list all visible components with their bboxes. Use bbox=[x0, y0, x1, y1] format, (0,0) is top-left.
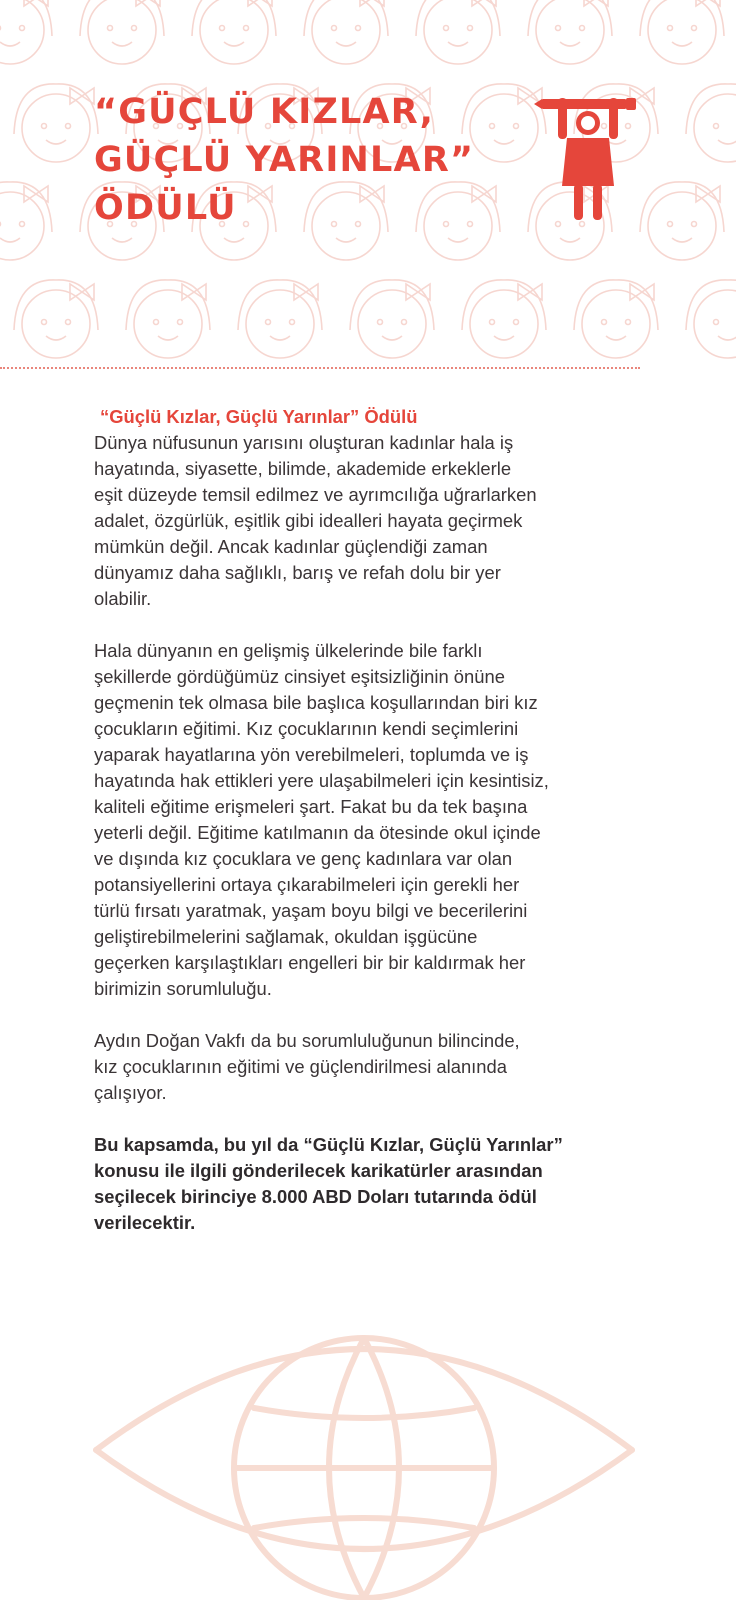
doodle-eye bbox=[626, 320, 631, 325]
doodle-eye bbox=[356, 26, 361, 31]
text-line: potansiyellerini ortaya çıkarabilmeleri için gerekli her bbox=[94, 874, 520, 895]
doodle-face bbox=[312, 0, 380, 64]
doodle-eye bbox=[266, 320, 271, 325]
doodle-eye bbox=[178, 320, 183, 325]
page-title bbox=[94, 88, 514, 232]
text-line: türlü fırsatı yaratmak, yaşam boyu bilgi ve becerilerini bbox=[94, 900, 528, 921]
doodle-smile bbox=[0, 42, 20, 46]
title-line: “GÜÇLÜ KIZLAR, bbox=[94, 92, 435, 132]
doodle-smile bbox=[718, 336, 736, 340]
doodle-hair bbox=[80, 0, 164, 36]
doodle-eye bbox=[42, 124, 47, 129]
doodle-smile bbox=[224, 42, 244, 46]
doodle-eye bbox=[154, 320, 159, 325]
doodle-smile bbox=[112, 42, 132, 46]
text-line: Aydın Doğan Vakfı da bu sorumluluğunun bilincinde, bbox=[94, 1030, 520, 1051]
doodle-eye bbox=[692, 222, 697, 227]
doodle-smile bbox=[560, 42, 580, 46]
doodle-smile bbox=[560, 238, 580, 242]
doodle-eye bbox=[490, 320, 495, 325]
text-line: Bu kapsamda, bu yıl da “Güçlü Kızlar, Güçlü Yarınlar” bbox=[94, 1134, 563, 1155]
doodle-eye bbox=[668, 26, 673, 31]
doodle-eye bbox=[602, 320, 607, 325]
doodle-smile bbox=[672, 42, 692, 46]
doodle-face bbox=[134, 290, 202, 358]
doodle-eye bbox=[220, 26, 225, 31]
doodle-smile bbox=[672, 238, 692, 242]
eye-globe-icon bbox=[84, 1318, 644, 1600]
text-line: seçilecek birinciye 8.000 ABD Doları tutarında ödül bbox=[94, 1186, 537, 1207]
doodle-hair bbox=[640, 0, 724, 36]
doodle-smile bbox=[0, 238, 20, 242]
dotted-divider bbox=[0, 367, 640, 369]
doodle-smile bbox=[158, 336, 178, 340]
doodle-eye bbox=[514, 320, 519, 325]
doodle-face bbox=[22, 290, 90, 358]
doodle-hair bbox=[416, 0, 500, 36]
doodle-smile bbox=[382, 336, 402, 340]
doodle-eye bbox=[668, 222, 673, 227]
text-line: verilecektir. bbox=[94, 1212, 196, 1233]
article-body bbox=[94, 404, 654, 1236]
doodle-face bbox=[582, 290, 650, 358]
text-line: çocukların eğitimi. Kız çocuklarının kendi seçimlerini bbox=[94, 718, 519, 739]
doodle-smile bbox=[224, 238, 244, 242]
doodle-eye bbox=[692, 26, 697, 31]
paragraph-award-announcement bbox=[94, 1132, 654, 1236]
doodle-smile bbox=[448, 42, 468, 46]
doodle-hair bbox=[14, 84, 98, 134]
doodle-smile bbox=[336, 238, 356, 242]
section-subtitle: “Güçlü Kızlar, Güçlü Yarınlar” Ödülü bbox=[100, 406, 418, 427]
text-line: olabilir. bbox=[94, 588, 152, 609]
doodle-face bbox=[424, 0, 492, 64]
text-line: yaparak hayatlarına yön verebilmeleri, toplumda ve iş bbox=[94, 744, 529, 765]
doodle-smile bbox=[336, 42, 356, 46]
text-line: hayatında hak ettikleri yere ulaşabilmeleri için kesintisiz, bbox=[94, 770, 549, 791]
paragraph-intro bbox=[94, 404, 654, 612]
doodle-eye bbox=[66, 320, 71, 325]
girl-holding-pencil-icon bbox=[534, 86, 644, 226]
doodle-eye bbox=[20, 26, 25, 31]
doodle-face bbox=[648, 0, 716, 64]
doodle-face bbox=[536, 0, 604, 64]
text-line: birimizin sorumluluğu. bbox=[94, 978, 272, 999]
text-line: yeterli değil. Eğitime katılmanın da ötesinde okul içinde bbox=[94, 822, 541, 843]
doodle-eye bbox=[132, 26, 137, 31]
doodle-hair bbox=[304, 0, 388, 36]
text-line: Hala dünyanın en gelişmiş ülkelerinde bile farklı bbox=[94, 640, 483, 661]
text-line: şekillerde gördüğümüz cinsiyet eşitsizliğinin önüne bbox=[94, 666, 505, 687]
doodle-face bbox=[246, 290, 314, 358]
text-line: ve dışında kız çocuklara ve genç kadınlara var olan bbox=[94, 848, 513, 869]
doodle-face bbox=[648, 192, 716, 260]
doodle-eye bbox=[714, 320, 719, 325]
doodle-smile bbox=[718, 140, 736, 144]
doodle-hair bbox=[574, 280, 658, 330]
doodle-smile bbox=[112, 238, 132, 242]
title-line: GÜÇLÜ YARINLAR” bbox=[94, 140, 475, 180]
doodle-eye bbox=[66, 124, 71, 129]
doodle-eye bbox=[556, 26, 561, 31]
text-line: çalışıyor. bbox=[94, 1082, 167, 1103]
text-line: hayatında, siyasette, bilimde, akademide erkeklerle bbox=[94, 458, 512, 479]
doodle-eye bbox=[244, 26, 249, 31]
doodle-eye bbox=[42, 320, 47, 325]
doodle-face bbox=[88, 0, 156, 64]
text-line: mümkün değil. Ancak kadınlar güçlendiği zaman bbox=[94, 536, 488, 557]
doodle-smile bbox=[606, 336, 626, 340]
doodle-eye bbox=[332, 26, 337, 31]
doodle-hair bbox=[14, 280, 98, 330]
doodle-hair bbox=[462, 280, 546, 330]
doodle-eye bbox=[444, 26, 449, 31]
doodle-face bbox=[200, 0, 268, 64]
doodle-smile bbox=[270, 336, 290, 340]
doodle-eye bbox=[514, 124, 519, 129]
title-line: ÖDÜLÜ bbox=[94, 188, 237, 228]
doodle-eye bbox=[714, 124, 719, 129]
doodle-hair bbox=[528, 0, 612, 36]
text-line: dünyamız daha sağlıklı, barış ve refah dolu bir yer bbox=[94, 562, 501, 583]
doodle-eye bbox=[402, 320, 407, 325]
doodle-eye bbox=[290, 320, 295, 325]
text-line: adalet, özgürlük, eşitlik gibi idealleri hayata geçirmek bbox=[94, 510, 523, 531]
text-line: konusu ile ilgili gönderilecek karikatürler arasından bbox=[94, 1160, 543, 1181]
doodle-eye bbox=[468, 26, 473, 31]
doodle-smile bbox=[448, 238, 468, 242]
doodle-hair bbox=[238, 280, 322, 330]
doodle-hair bbox=[640, 182, 724, 232]
doodle-face bbox=[358, 290, 426, 358]
doodle-eye bbox=[580, 26, 585, 31]
text-line: geliştirebilmelerini sağlamak, okuldan işgücüne bbox=[94, 926, 478, 947]
doodle-eye bbox=[378, 320, 383, 325]
doodle-hair bbox=[126, 280, 210, 330]
doodle-hair bbox=[350, 280, 434, 330]
doodle-face bbox=[470, 290, 538, 358]
doodle-eye bbox=[0, 222, 1, 227]
text-line: geçmenin tek olmasa bile başlıca koşullarından biri kız bbox=[94, 692, 538, 713]
doodle-face bbox=[22, 94, 90, 162]
doodle-smile bbox=[494, 336, 514, 340]
doodle-smile bbox=[46, 336, 66, 340]
text-line: kaliteli eğitime erişmeleri şart. Fakat bu da tek başına bbox=[94, 796, 528, 817]
paragraph-equality bbox=[94, 638, 654, 1002]
doodle-smile bbox=[46, 140, 66, 144]
text-line: Dünya nüfusunun yarısını oluşturan kadınlar hala iş bbox=[94, 432, 514, 453]
doodle-hair bbox=[192, 0, 276, 36]
doodle-eye bbox=[20, 222, 25, 227]
text-line: kız çocuklarının eğitimi ve güçlendirilmesi alanında bbox=[94, 1056, 507, 1077]
doodle-face bbox=[0, 0, 44, 64]
doodle-eye bbox=[108, 26, 113, 31]
text-line: geçerken karşılaştıkları engelleri bir bir kaldırmak her bbox=[94, 952, 526, 973]
doodle-eye bbox=[0, 26, 1, 31]
paragraph-foundation bbox=[94, 1028, 654, 1106]
text-line: eşit düzeyde temsil edilmez ve ayrımcılığa uğrarlarken bbox=[94, 484, 537, 505]
